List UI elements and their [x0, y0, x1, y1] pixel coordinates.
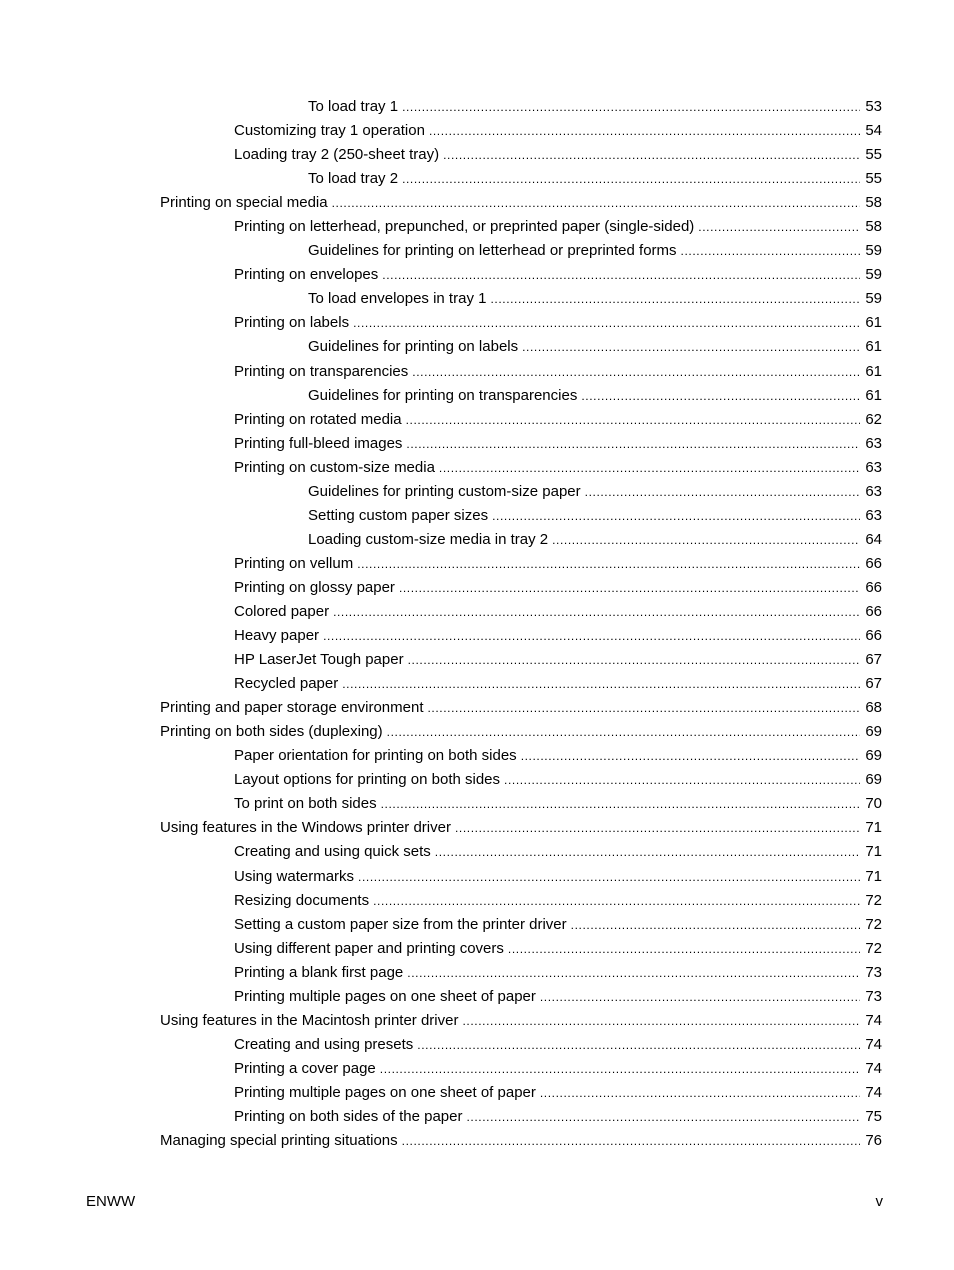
toc-entry[interactable]: [0, 1009, 954, 1033]
toc-entry-title: Printing on letterhead, prepunched, or preprinted paper (single-sided): [234, 218, 695, 236]
toc-entry[interactable]: [0, 432, 954, 456]
toc-entry-page: 66: [865, 554, 882, 572]
toc-dot-leader: [406, 408, 860, 432]
toc-dot-leader: [681, 239, 860, 263]
toc-dot-leader: [521, 744, 860, 768]
toc-entry-title: Printing full-bleed images: [234, 434, 403, 452]
toc-entry-page: 58: [865, 194, 882, 212]
toc-dot-leader: [571, 913, 860, 937]
toc-dot-leader: [492, 504, 860, 528]
toc-entry-title: Printing on labels: [234, 314, 350, 332]
toc-entry-page: 55: [865, 170, 882, 188]
toc-entry[interactable]: [0, 191, 954, 215]
toc-dot-leader: [402, 95, 860, 119]
toc-dot-leader: [399, 576, 860, 600]
toc-entry-title: Heavy paper: [234, 627, 320, 645]
toc-entry-page: 61: [865, 314, 882, 332]
toc-dot-leader: [412, 360, 860, 384]
toc-entry[interactable]: [0, 552, 954, 576]
toc-entry[interactable]: [0, 335, 954, 359]
toc-entry-title: Using different paper and printing covers: [234, 939, 504, 957]
toc-entry[interactable]: [0, 1081, 954, 1105]
toc-dot-leader: [333, 600, 860, 624]
toc-dot-leader: [490, 287, 860, 311]
toc-dot-leader: [429, 119, 860, 143]
toc-entry[interactable]: [0, 239, 954, 263]
toc-entry[interactable]: [0, 456, 954, 480]
toc-entry-title: Layout options for printing on both sides: [234, 771, 501, 789]
toc-entry-page: 63: [865, 506, 882, 524]
toc-entry-page: 71: [865, 867, 882, 885]
toc-entry-page: 58: [865, 218, 882, 236]
toc-dot-leader: [358, 865, 860, 889]
toc-entry-page: 61: [865, 362, 882, 380]
toc-entry[interactable]: [0, 528, 954, 552]
toc-entry-title: To load envelopes in tray 1: [308, 290, 487, 308]
toc-dot-leader: [357, 552, 860, 576]
toc-entry-page: 61: [865, 386, 882, 404]
toc-entry-title: Printing multiple pages on one sheet of paper: [234, 987, 536, 1005]
toc-entry-title: Printing on rotated media: [234, 410, 402, 428]
toc-entry[interactable]: [0, 961, 954, 985]
toc-dot-leader: [698, 215, 860, 239]
toc-dot-leader: [552, 528, 860, 552]
toc-dot-leader: [435, 840, 860, 864]
toc-entry[interactable]: [0, 1033, 954, 1057]
toc-entry-title: Using features in the Macintosh printer driver: [160, 1011, 459, 1029]
toc-entry-title: Printing a blank first page: [234, 963, 404, 981]
toc-entry[interactable]: [0, 408, 954, 432]
toc-dot-leader: [522, 335, 860, 359]
toc-dot-leader: [407, 961, 860, 985]
toc-entry-page: 63: [865, 458, 882, 476]
toc-entry-page: 59: [865, 290, 882, 308]
toc-entry[interactable]: [0, 480, 954, 504]
toc-entry-page: 66: [865, 578, 882, 596]
toc-dot-leader: [455, 816, 860, 840]
toc-dot-leader: [382, 263, 860, 287]
toc-dot-leader: [428, 696, 861, 720]
toc-entry-page: 72: [865, 939, 882, 957]
toc-entry-title: Printing and paper storage environment: [160, 699, 424, 717]
toc-entry-title: Using watermarks: [234, 867, 355, 885]
toc-entry-page: 69: [865, 723, 882, 741]
toc-entry-page: 66: [865, 627, 882, 645]
toc-entry-title: Setting custom paper sizes: [308, 506, 489, 524]
toc-entry-page: 70: [865, 795, 882, 813]
toc-entry[interactable]: [0, 840, 954, 864]
toc-dot-leader: [462, 1009, 860, 1033]
toc-entry-page: 59: [865, 266, 882, 284]
toc-entry-title: Guidelines for printing custom-size paper: [308, 482, 581, 500]
toc-entry-page: 63: [865, 434, 882, 452]
toc-entry-page: 55: [865, 146, 882, 164]
toc-entry-page: 74: [865, 1083, 882, 1101]
toc-entry[interactable]: [0, 985, 954, 1009]
toc-entry-title: Printing multiple pages on one sheet of paper: [234, 1083, 536, 1101]
toc-dot-leader: [353, 311, 860, 335]
toc-entry-title: Managing special printing situations: [160, 1132, 398, 1150]
toc-entry[interactable]: [0, 913, 954, 937]
toc-entry[interactable]: [0, 672, 954, 696]
toc-entry-title: Printing a cover page: [234, 1059, 376, 1077]
toc-entry-title: Printing on both sides of the paper: [234, 1107, 463, 1125]
toc-dot-leader: [585, 480, 860, 504]
toc-dot-leader: [439, 456, 860, 480]
toc-dot-leader: [406, 432, 860, 456]
toc-entry[interactable]: [0, 865, 954, 889]
footer-label: ENWW: [86, 1193, 136, 1210]
toc-entry[interactable]: [0, 95, 954, 119]
page-footer: [86, 1192, 883, 1212]
toc-dot-leader: [417, 1033, 860, 1057]
toc-entry-page: 67: [865, 675, 882, 693]
toc-dot-leader: [402, 167, 860, 191]
toc-entry[interactable]: [0, 119, 954, 143]
toc-entry[interactable]: [0, 744, 954, 768]
toc-entry-title: Printing on both sides (duplexing): [160, 723, 383, 741]
table-of-contents: [0, 95, 954, 1153]
toc-entry[interactable]: [0, 263, 954, 287]
toc-dot-leader: [443, 143, 860, 167]
toc-entry-page: 75: [865, 1107, 882, 1125]
toc-entry-page: 61: [865, 338, 882, 356]
toc-entry-title: Loading custom-size media in tray 2: [308, 530, 549, 548]
toc-entry-page: 62: [865, 410, 882, 428]
toc-entry[interactable]: [0, 648, 954, 672]
toc-dot-leader: [332, 191, 860, 215]
toc-entry[interactable]: [0, 768, 954, 792]
toc-entry-title: Resizing documents: [234, 891, 370, 909]
toc-entry-title: Guidelines for printing on letterhead or preprinted forms: [308, 242, 677, 260]
toc-entry[interactable]: [0, 311, 954, 335]
toc-entry-title: Printing on transparencies: [234, 362, 409, 380]
toc-entry-title: Recycled paper: [234, 675, 339, 693]
toc-entry[interactable]: [0, 287, 954, 311]
toc-entry-page: 64: [865, 530, 882, 548]
toc-entry-page: 73: [865, 963, 882, 981]
toc-dot-leader: [380, 1057, 860, 1081]
toc-entry-title: HP LaserJet Tough paper: [234, 651, 404, 669]
toc-entry[interactable]: [0, 696, 954, 720]
toc-entry[interactable]: [0, 576, 954, 600]
toc-entry-title: Creating and using presets: [234, 1035, 414, 1053]
toc-entry-title: Customizing tray 1 operation: [234, 122, 425, 140]
toc-dot-leader: [323, 624, 860, 648]
toc-entry[interactable]: [0, 816, 954, 840]
toc-entry-title: Colored paper: [234, 602, 330, 620]
toc-entry-title: Setting a custom paper size from the printer driver: [234, 915, 567, 933]
toc-entry[interactable]: [0, 889, 954, 913]
toc-entry-page: 69: [865, 771, 882, 789]
toc-entry-page: 63: [865, 482, 882, 500]
toc-entry-title: Guidelines for printing on labels: [308, 338, 519, 356]
toc-entry-page: 74: [865, 1059, 882, 1077]
toc-entry-title: Printing on glossy paper: [234, 578, 395, 596]
toc-entry-page: 74: [865, 1035, 882, 1053]
toc-entry-page: 72: [865, 915, 882, 933]
toc-entry-page: 54: [865, 122, 882, 140]
toc-entry[interactable]: [0, 720, 954, 744]
toc-dot-leader: [467, 1105, 861, 1129]
toc-entry-page: 68: [865, 699, 882, 717]
toc-entry-page: 72: [865, 891, 882, 909]
toc-entry-title: Guidelines for printing on transparencies: [308, 386, 578, 404]
toc-entry-page: 69: [865, 747, 882, 765]
toc-entry[interactable]: [0, 792, 954, 816]
toc-entry[interactable]: [0, 167, 954, 191]
toc-entry[interactable]: [0, 504, 954, 528]
toc-dot-leader: [373, 889, 860, 913]
toc-entry-page: 53: [865, 98, 882, 115]
toc-entry-page: 67: [865, 651, 882, 669]
toc-entry-title: Paper orientation for printing on both sides: [234, 747, 517, 765]
toc-dot-leader: [504, 768, 860, 792]
toc-entry-page: 71: [865, 843, 882, 861]
toc-dot-leader: [581, 384, 860, 408]
toc-dot-leader: [342, 672, 860, 696]
toc-dot-leader: [408, 648, 860, 672]
toc-entry-page: 59: [865, 242, 882, 260]
toc-entry-title: Printing on custom-size media: [234, 458, 435, 476]
page-number: v: [875, 1193, 883, 1210]
toc-entry[interactable]: [0, 1129, 954, 1153]
toc-entry[interactable]: [0, 384, 954, 408]
toc-dot-leader: [540, 985, 860, 1009]
toc-dot-leader: [540, 1081, 860, 1105]
toc-entry-title: Printing on vellum: [234, 554, 354, 572]
toc-entry-title: Printing on special media: [160, 194, 328, 212]
toc-entry[interactable]: [0, 143, 954, 167]
toc-entry[interactable]: [0, 1057, 954, 1081]
toc-entry[interactable]: [0, 1105, 954, 1129]
toc-dot-leader: [381, 792, 860, 816]
toc-entry-title: To print on both sides: [234, 795, 377, 813]
toc-dot-leader: [508, 937, 860, 961]
toc-entry-page: 73: [865, 987, 882, 1005]
toc-entry[interactable]: [0, 600, 954, 624]
toc-entry-title: To load tray 1: [308, 98, 399, 115]
toc-entry[interactable]: [0, 215, 954, 239]
toc-dot-leader: [387, 720, 860, 744]
toc-entry-title: Using features in the Windows printer driver: [160, 819, 451, 837]
toc-entry-page: 66: [865, 602, 882, 620]
toc-entry[interactable]: [0, 360, 954, 384]
toc-entry-title: Loading tray 2 (250-sheet tray): [234, 146, 440, 164]
toc-entry-title: To load tray 2: [308, 170, 399, 188]
toc-entry-page: 74: [865, 1011, 882, 1029]
toc-entry-page: 76: [865, 1132, 882, 1150]
toc-entry[interactable]: [0, 937, 954, 961]
toc-dot-leader: [402, 1129, 860, 1153]
toc-entry[interactable]: [0, 624, 954, 648]
toc-entry-title: Printing on envelopes: [234, 266, 379, 284]
toc-entry-page: 71: [865, 819, 882, 837]
toc-entry-title: Creating and using quick sets: [234, 843, 431, 861]
